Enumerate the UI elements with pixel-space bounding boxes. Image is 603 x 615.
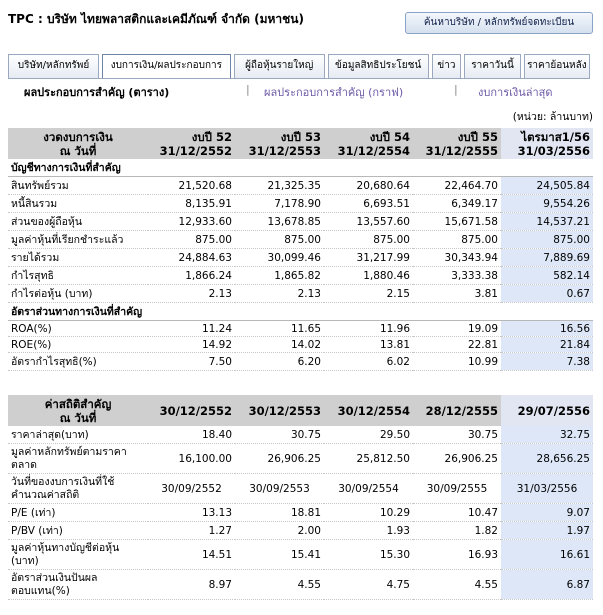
financial-col-header — [413, 128, 501, 159]
cell-value: 20,680.64 — [324, 177, 413, 195]
subnav-latest-statement-link[interactable]: งบการเงินล่าสุด — [478, 86, 553, 99]
financial-col-3-line2: 31/12/2554 — [337, 143, 410, 158]
financial-summary-table — [8, 128, 593, 371]
section-row — [8, 159, 593, 177]
cell-value: 24,505.84 — [501, 177, 593, 195]
stats-header-label-1: ค่าสถิติสำคัญ — [44, 396, 112, 411]
cell-value: 875.00 — [148, 231, 235, 249]
cell-value: 29.50 — [324, 426, 413, 444]
cell-value: 582.14 — [501, 267, 593, 285]
cell-value: 22,464.70 — [413, 177, 501, 195]
cell-value: 30/09/2553 — [235, 474, 324, 504]
cell-value: 32.75 — [501, 426, 593, 444]
stats-header-row — [8, 395, 593, 426]
cell-value: 31/03/2556 — [501, 474, 593, 504]
cell-value: 25,812.50 — [324, 444, 413, 474]
cell-value: 875.00 — [235, 231, 324, 249]
tab-news[interactable]: ข่าว — [432, 54, 462, 78]
cell-value: 14,537.21 — [501, 213, 593, 231]
cell-value: 7.50 — [148, 353, 235, 371]
cell-value: 16,100.00 — [148, 444, 235, 474]
row-label: มูลค่าหุ้นที่เรียกชำระแล้ว — [8, 231, 148, 249]
table-row — [8, 337, 593, 353]
cell-value: 0.67 — [501, 285, 593, 303]
tab-divider — [8, 78, 590, 79]
financial-col-2-line2: 31/12/2553 — [248, 143, 321, 158]
cell-value: 30,099.46 — [235, 249, 324, 267]
table-row — [8, 540, 593, 570]
cell-value: 13,678.85 — [235, 213, 324, 231]
stats-col-header-3: 30/12/2554 — [324, 395, 413, 426]
financial-header-label-1: งวดงบการเงิน — [43, 129, 113, 144]
cell-value: 18.81 — [235, 504, 324, 522]
cell-value: 4.75 — [324, 570, 413, 600]
table-row — [8, 267, 593, 285]
cell-value: 8,135.91 — [148, 195, 235, 213]
section-row — [8, 303, 593, 321]
cell-value: 12,933.60 — [148, 213, 235, 231]
cell-value: 875.00 — [501, 231, 593, 249]
cell-value: 31,217.99 — [324, 249, 413, 267]
cell-value: 16.61 — [501, 540, 593, 570]
cell-value: 15,671.58 — [413, 213, 501, 231]
cell-value: 6.02 — [324, 353, 413, 371]
row-label: ส่วนของผู้ถือหุ้น — [8, 213, 148, 231]
section-title: บัญชีทางการเงินที่สำคัญ — [8, 159, 593, 177]
financial-col-1-line2: 31/12/2552 — [159, 143, 232, 158]
row-label: มูลค่าหุ้นทางบัญชีต่อหุ้น (บาท) — [8, 540, 148, 570]
financial-col-5-line1: ไตรมาส1/56 — [521, 129, 590, 144]
financial-col-5-line2: 31/03/2556 — [517, 143, 590, 158]
cell-value: 1,866.24 — [148, 267, 235, 285]
cell-value: 30/09/2554 — [324, 474, 413, 504]
cell-value: 21,520.68 — [148, 177, 235, 195]
key-statistics-table — [8, 395, 593, 600]
row-label: ROA(%) — [8, 321, 148, 337]
cell-value: 18.40 — [148, 426, 235, 444]
table-row — [8, 570, 593, 600]
cell-value: 2.13 — [148, 285, 235, 303]
cell-value: 14.92 — [148, 337, 235, 353]
row-label: รายได้รวม — [8, 249, 148, 267]
cell-value: 14.51 — [148, 540, 235, 570]
row-label: หนี้สินรวม — [8, 195, 148, 213]
financial-col-4-line1: งบปี 55 — [457, 129, 498, 144]
row-label: อัตราส่วนเงินปันผลตอบแทน(%) — [8, 570, 148, 600]
cell-value: 2.00 — [235, 522, 324, 540]
tab-historical-price[interactable]: ราคาย้อนหลัง — [524, 54, 590, 78]
cell-value: 2.15 — [324, 285, 413, 303]
financial-header-label — [8, 128, 148, 159]
cell-value: 13,557.60 — [324, 213, 413, 231]
cell-value: 11.65 — [235, 321, 324, 337]
tab-benefits-info[interactable]: ข้อมูลสิทธิประโยชน์ — [328, 54, 429, 78]
cell-value: 1,865.82 — [235, 267, 324, 285]
sub-navigation — [8, 83, 590, 99]
financial-col-header — [324, 128, 413, 159]
cell-value: 22.81 — [413, 337, 501, 353]
financial-col-header — [501, 128, 593, 159]
row-label: กำไรสุทธิ — [8, 267, 148, 285]
cell-value: 1.93 — [324, 522, 413, 540]
row-label: มูลค่าหลักทรัพย์ตามราคาตลาด — [8, 444, 148, 474]
cell-value: 11.96 — [324, 321, 413, 337]
row-label: อัตรากำไรสุทธิ(%) — [8, 353, 148, 371]
cell-value: 6,693.51 — [324, 195, 413, 213]
cell-value: 875.00 — [324, 231, 413, 249]
cell-value: 10.29 — [324, 504, 413, 522]
stats-header-label-2: ณ วันที่ — [59, 410, 97, 425]
cell-value: 6,349.17 — [413, 195, 501, 213]
cell-value: 11.24 — [148, 321, 235, 337]
tab-major-shareholders[interactable]: ผู้ถือหุ้นรายใหญ่ — [234, 54, 325, 78]
cell-value: 875.00 — [413, 231, 501, 249]
table-row — [8, 504, 593, 522]
table-row — [8, 474, 593, 504]
cell-value: 30,343.94 — [413, 249, 501, 267]
cell-value: 10.99 — [413, 353, 501, 371]
cell-value: 30.75 — [235, 426, 324, 444]
financial-col-2-line1: งบปี 53 — [280, 129, 321, 144]
stats-col-header-1: 30/12/2552 — [148, 395, 235, 426]
financial-col-header — [148, 128, 235, 159]
subnav-separator-1: | — [246, 83, 250, 96]
row-label: P/BV (เท่า) — [8, 522, 148, 540]
stats-col-header-2: 30/12/2553 — [235, 395, 324, 426]
tab-financial-statements[interactable]: งบการเงิน/ผลประกอบการ — [102, 54, 231, 78]
row-label: กำไรต่อหุ้น (บาท) — [8, 285, 148, 303]
cell-value: 30.75 — [413, 426, 501, 444]
cell-value: 4.55 — [413, 570, 501, 600]
table-row — [8, 195, 593, 213]
cell-value: 24,884.63 — [148, 249, 235, 267]
cell-value: 7,889.69 — [501, 249, 593, 267]
row-label: ROE(%) — [8, 337, 148, 353]
cell-value: 9.07 — [501, 504, 593, 522]
row-label: ราคาล่าสุด(บาท) — [8, 426, 148, 444]
subnav-separator-2: | — [454, 83, 458, 96]
cell-value: 15.41 — [235, 540, 324, 570]
financial-header-label-2: ณ วันที่ — [59, 143, 97, 158]
cell-value: 16.93 — [413, 540, 501, 570]
cell-value: 30/09/2555 — [413, 474, 501, 504]
table-row — [8, 426, 593, 444]
cell-value: 16.56 — [501, 321, 593, 337]
unit-note: (หน่วย: ล้านบาท) — [512, 111, 593, 123]
table-row — [8, 444, 593, 474]
cell-value: 19.09 — [413, 321, 501, 337]
cell-value: 13.81 — [324, 337, 413, 353]
cell-value: 2.13 — [235, 285, 324, 303]
cell-value: 21.84 — [501, 337, 593, 353]
table-row — [8, 213, 593, 231]
stats-col-header-4: 28/12/2555 — [413, 395, 501, 426]
table-row — [8, 177, 593, 195]
cell-value: 13.13 — [148, 504, 235, 522]
cell-value: 3,333.38 — [413, 267, 501, 285]
cell-value: 26,906.25 — [413, 444, 501, 474]
table-row — [8, 249, 593, 267]
table-row — [8, 231, 593, 249]
cell-value: 21,325.35 — [235, 177, 324, 195]
main-tabs — [8, 54, 590, 78]
financial-col-header — [235, 128, 324, 159]
stats-col-header-5: 29/07/2556 — [501, 395, 593, 426]
financial-col-4-line2: 31/12/2555 — [425, 143, 498, 158]
row-label: สินทรัพย์รวม — [8, 177, 148, 195]
subnav-graph-link[interactable]: ผลประกอบการสำคัญ (กราฟ) — [264, 86, 404, 99]
row-label: P/E (เท่า) — [8, 504, 148, 522]
stats-header-label — [8, 395, 148, 426]
financial-col-1-line1: งบปี 52 — [191, 129, 232, 144]
cell-value: 4.55 — [235, 570, 324, 600]
cell-value: 1.27 — [148, 522, 235, 540]
cell-value: 1,880.46 — [324, 267, 413, 285]
financial-col-3-line1: งบปี 54 — [369, 129, 410, 144]
tab-price-today[interactable]: ราคาวันนี้ — [464, 54, 520, 78]
cell-value: 7,178.90 — [235, 195, 324, 213]
cell-value: 1.97 — [501, 522, 593, 540]
table-row — [8, 321, 593, 337]
search-company-button[interactable]: ค้นหาบริษัท / หลักทรัพย์จดทะเบียน — [405, 12, 593, 34]
section-title: อัตราส่วนทางการเงินที่สำคัญ — [8, 303, 593, 321]
cell-value: 1.82 — [413, 522, 501, 540]
cell-value: 9,554.26 — [501, 195, 593, 213]
cell-value: 28,656.25 — [501, 444, 593, 474]
cell-value: 10.47 — [413, 504, 501, 522]
cell-value: 26,906.25 — [235, 444, 324, 474]
table-row — [8, 285, 593, 303]
cell-value: 15.30 — [324, 540, 413, 570]
cell-value: 3.81 — [413, 285, 501, 303]
cell-value: 14.02 — [235, 337, 324, 353]
cell-value: 6.87 — [501, 570, 593, 600]
company-title: TPC : บริษัท ไทยพลาสติกและเคมีภัณฑ์ จำกัด (มหาชน) — [8, 12, 304, 26]
cell-value: 6.20 — [235, 353, 324, 371]
tab-company-security[interactable]: บริษัท/หลักทรัพย์ — [8, 54, 99, 78]
subnav-table-active: ผลประกอบการสำคัญ (ตาราง) — [24, 86, 170, 99]
table-row — [8, 353, 593, 371]
financial-header-row — [8, 128, 593, 159]
cell-value: 30/09/2552 — [148, 474, 235, 504]
row-label: วันที่ของงบการเงินที่ใช้คำนวณค่าสถิติ — [8, 474, 148, 504]
cell-value: 7.38 — [501, 353, 593, 371]
table-row — [8, 522, 593, 540]
cell-value: 8.97 — [148, 570, 235, 600]
